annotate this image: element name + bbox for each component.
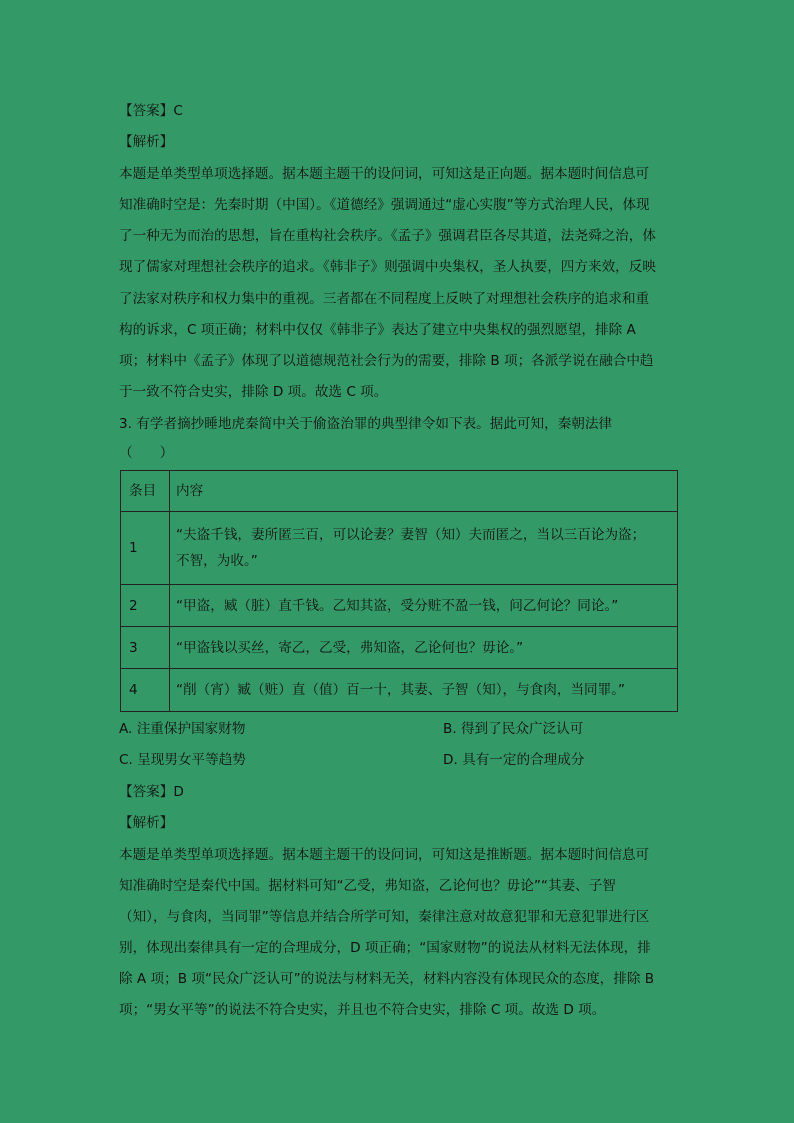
table-row (121, 627, 678, 669)
analysis-line: 本题是单类型单项选择题。据本题主题干的设问词，可知这是推断题。据本题时间信息可 (119, 847, 650, 863)
table-header-cell: 内容 (170, 471, 678, 512)
analysis-line: （知），与食肉，当同罪”等信息并结合所学可知，秦律注意对故意犯罪和无意犯罪进行区 (119, 909, 650, 925)
option-d: D. 具有一定的合理成分 (443, 752, 585, 768)
option-c: C. 呈现男女平等趋势 (119, 752, 246, 768)
analysis-line: 知准确时空是秦代中国。据材料可知“乙受，弗知盗，乙论何也？毋论”“其妻、子智 (119, 878, 616, 894)
law-table (120, 470, 678, 712)
option-a: A. 注重保护国家财物 (119, 721, 246, 737)
analysis-label-q2: 【解析】 (119, 134, 174, 150)
answer-label-q3: 【答案】D (119, 784, 184, 800)
table-cell-content (170, 512, 678, 585)
option-b: B. 得到了民众广泛认可 (443, 721, 584, 737)
analysis-line: 本题是单类型单项选择题。据本题主题干的设问词，可知这是正向题。据本题时间信息可 (119, 166, 650, 182)
analysis-line: 知准确时空是：先秦时期（中国）。《道德经》强调通过“虚心实腹”等方式治理人民，体现 (119, 197, 650, 213)
table-row (121, 512, 678, 585)
table-cell-num: 4 (121, 669, 170, 712)
analysis-line: 除 A 项；B 项“民众广泛认可”的说法与材料无关，材料内容没有体现民众的态度，排除 B (119, 971, 655, 987)
table-cell-content: “甲盗，臧（脏）直千钱。乙知其盗，受分赃不盈一钱，问乙何论？同论。” (170, 585, 678, 627)
table-cell-num: 3 (121, 627, 170, 669)
table-header-cell: 条目 (121, 471, 170, 512)
table-cell-line: 不智，为收。” (176, 553, 258, 569)
analysis-line: 项；“男女平等”的说法不符合史实，并且也不符合史实，排除 C 项。故选 D 项。 (119, 1002, 606, 1018)
answer-label-q2: 【答案】C (119, 103, 183, 119)
analysis-label-q3: 【解析】 (119, 815, 174, 831)
table-header-row (121, 471, 678, 512)
question-3-stem: 3. 有学者摘抄睡地虎秦简中关于偷盗治罪的典型律令如下表。据此可知，秦朝法律 (119, 416, 613, 432)
table-cell-line: “夫盗千钱，妻所匿三百，可以论妻？妻智（知）夫而匿之，当以三百论为盗； (176, 527, 646, 543)
analysis-line: 构的诉求，C 项正确；材料中仅仅《韩非子》表达了建立中央集权的强烈愿望，排除 A (119, 322, 636, 338)
analysis-line: 于一致不符合史实，排除 D 项。故选 C 项。 (119, 384, 388, 400)
analysis-line: 了一种无为而治的思想，旨在重构社会秩序。《孟子》强调君臣各尽其道，法尧舜之治，体 (119, 228, 656, 244)
question-3-blank: （ ） (119, 445, 174, 461)
analysis-line: 了法家对秩序和权力集中的重视。三者都在不同程度上反映了对理想社会秩序的追求和重 (119, 291, 650, 307)
table-cell-content: “甲盗钱以买丝，寄乙，乙受，弗知盗，乙论何也？毋论。” (170, 627, 678, 669)
analysis-line: 现了儒家对理想社会秩序的追求。《韩非子》则强调中央集权，圣人执要，四方来效，反映 (119, 259, 656, 275)
analysis-line: 项；材料中《孟子》体现了以道德规范社会行为的需要，排除 B 项；各派学说在融合中趋 (119, 353, 654, 369)
table-row (121, 669, 678, 712)
table-row (121, 585, 678, 627)
table-cell-num: 2 (121, 585, 170, 627)
table-cell-content: “削（宵）臧（赃）直（值）百一十，其妻、子智（知），与食肉，当同罪。” (170, 669, 678, 712)
analysis-line: 别，体现出秦律具有一定的合理成分，D 项正确；“国家财物”的说法从材料无法体现，排 (119, 940, 651, 956)
table-cell-num: 1 (121, 512, 170, 585)
